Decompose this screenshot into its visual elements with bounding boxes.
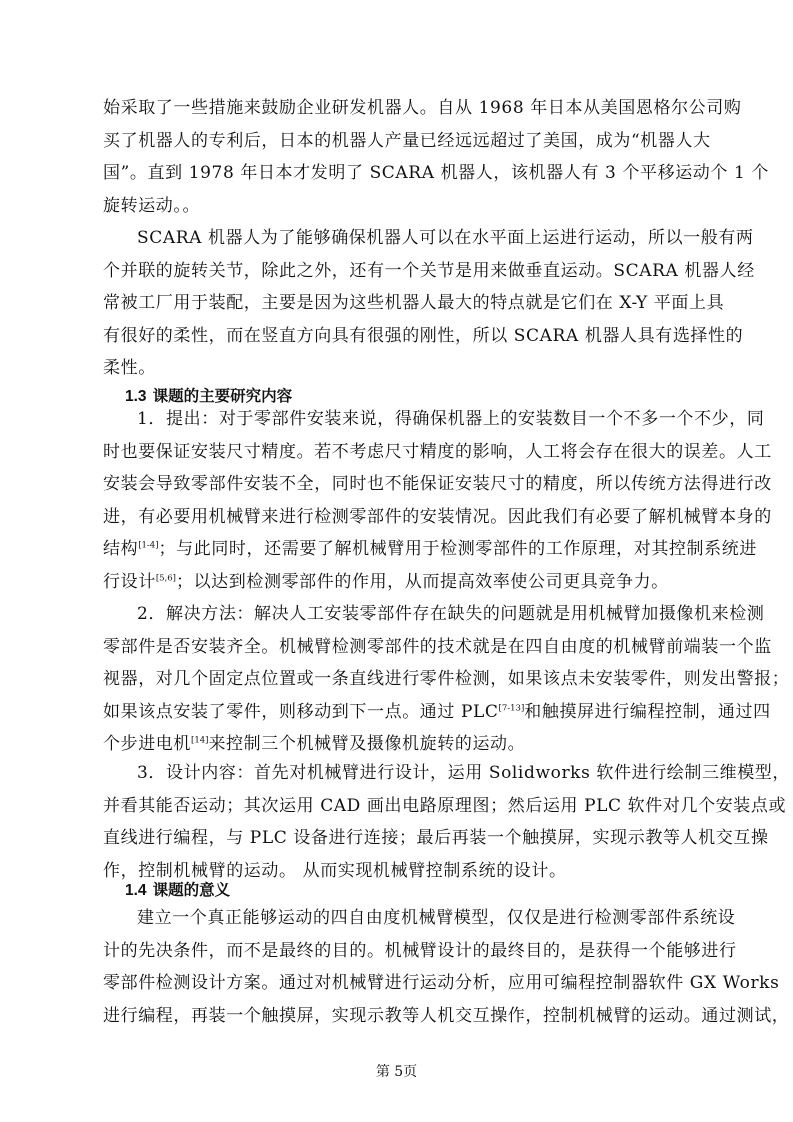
text-line: 1．提出：对于零部件安装来说，得确保机器上的安装数目一个不多一个不少，同: [137, 409, 765, 429]
text-line: 进行编程，再装一个触摸屏，实现示教等人机交互操作，控制机械臂的运动。通过测试，: [103, 1005, 790, 1026]
section-number: 1.3: [125, 388, 147, 405]
text-line: 常被工厂用于装配，主要是因为这些机器人最大的特点就是它们在 X-Y 平面上具: [103, 293, 725, 313]
text-line: 零部件检测设计方案。通过对机械臂进行运动分析，应用可编程控制器软件 GX Works: [103, 973, 780, 993]
text-segment: 如果该点安装了零件，则移动到下一点。通过 PLC: [103, 701, 499, 722]
text-line: 进，有必要用机械臂来进行检测零部件的安装情况。因此我们有必要了解机械臂本身的: [103, 506, 772, 527]
text-line: 建立一个真正能够运动的四自由度机械臂模型，仅仅是进行检测零部件系统设: [137, 908, 736, 928]
paragraph-significance: [103, 902, 790, 1032]
page-number: 第 5页: [375, 1064, 418, 1080]
text-segment: 个步进电机: [103, 734, 191, 754]
citation-ref: [14]: [191, 735, 209, 746]
text-segment: 结构: [103, 539, 139, 559]
text-line: [103, 566, 703, 599]
text-line: 买了机器人的专利后，日本的机器人产量已经远远超过了美国，成为“机器人大: [103, 130, 711, 151]
text-line: 个并联的旋转关节，除此之外，还有一个关节是用来做垂直运动。SCARA 机器人经: [103, 260, 755, 281]
citation-ref: [5,6]: [155, 572, 176, 583]
text-segment: 和触摸屏进行编程控制，通过四: [524, 701, 771, 722]
text-line: 作，控制机械臂的运动。 从而实现机械臂控制系统的设计。: [103, 860, 567, 881]
section-number: 1.4: [125, 882, 147, 899]
list-item-design-content: [103, 757, 790, 887]
text-line: 并看其能否运动；其次运用 CAD 画出电路原理图；然后运用 PLC 软件对几个安装点或: [103, 795, 787, 816]
text-line: 直线进行编程，与 PLC 设备进行连接；最后再装一个触摸屏，实现示教等人机交互操: [103, 828, 769, 848]
section-title: 课题的主要研究内容: [152, 388, 293, 405]
text-line: SCARA 机器人为了能够确保机器人可以在水平面上运进行运动，所以一般有两: [137, 228, 754, 248]
text-line: 视器，对几个固定点位置或一条直线进行零件检测，如果该点未安装零件，则发出警报；: [103, 669, 790, 689]
text-line: [103, 533, 757, 566]
list-item-proposal: [103, 403, 772, 598]
text-line: 柔性。: [103, 358, 156, 378]
text-line: 2．解决方法：解决人工安装零部件存在缺失的问题就是用机械臂加摄像机来检测: [137, 604, 765, 624]
text-line: [103, 696, 771, 729]
citation-ref: [1-4]: [138, 540, 159, 551]
list-item-solution: [103, 598, 790, 761]
text-line: 计的先决条件，而不是最终的目的。机械臂设计的最终目的，是获得一个能够进行: [103, 940, 737, 961]
paragraph-scara: [103, 222, 755, 385]
text-line: 3．设计内容：首先对机械臂进行设计，运用 Solidworks 软件进行绘制三维模型，: [137, 763, 790, 783]
text-line: 时也要保证安装尺寸精度。若不考虑尺寸精度的影响，人工将会存在很大的误差。人工: [103, 441, 772, 462]
text-line: 国”。直到 1978 年日本才发明了 SCARA 机器人，该机器人有 3 个平移运动个 1 个: [103, 163, 770, 183]
text-segment: ；与此同时，还需要了解机械臂用于检测零部件的工作原理，对其控制系统进: [158, 539, 757, 559]
text-line: 有很好的柔性，而在竖直方向具有很强的刚性，所以 SCARA 机器人具有选择性的: [103, 325, 744, 346]
section-heading-1-4: [125, 878, 230, 900]
text-segment: 来控制三个机械臂及摄像机旋转的运动。: [208, 734, 526, 754]
paragraph-intro: [103, 92, 770, 222]
text-line: 旋转运动。。: [103, 195, 201, 216]
text-segment: 行设计: [103, 571, 156, 592]
text-line: 安装会导致零部件安装不全，同时也不能保证安装尺寸的精度，所以传统方法得进行改: [103, 474, 772, 494]
text-line: 零部件是否安装齐全。机械臂检测零部件的技术就是在四自由度的机械臂前端装一个监: [103, 636, 772, 657]
section-title: 课题的意义: [152, 882, 231, 899]
text-line: 始采取了一些措施来鼓励企业研发机器人。自从 1968 年日本从美国恩格尔公司购: [103, 98, 742, 118]
text-segment: ；以达到检测零部件的作用，从而提高效率使公司更具竞争力。: [175, 571, 669, 592]
citation-ref: [7-13]: [498, 702, 525, 713]
text-line: [103, 728, 703, 761]
